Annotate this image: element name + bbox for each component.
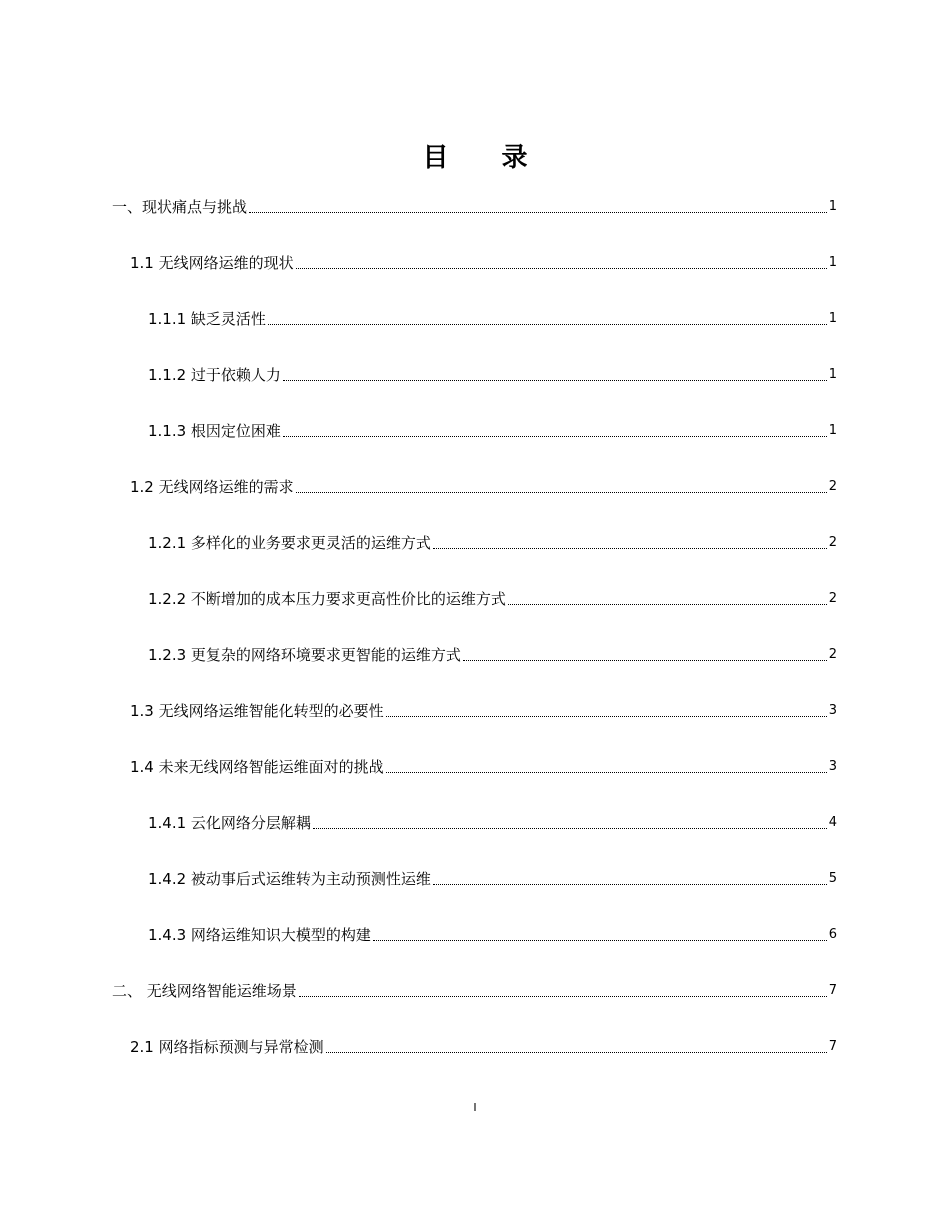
dot-leader xyxy=(463,659,827,661)
toc-entry-page: 3 xyxy=(828,759,837,774)
dot-leader xyxy=(283,435,827,437)
toc-entry-level3[interactable] xyxy=(148,808,837,834)
toc-entry-text: 1.1.1 缺乏灵活性 xyxy=(148,310,266,328)
toc-entry-level2[interactable] xyxy=(130,472,837,498)
toc-title: 目 录 xyxy=(422,143,550,173)
toc-entry-text: 1.4.2 被动事后式运维转为主动预测性运维 xyxy=(148,870,431,888)
dot-leader xyxy=(313,827,827,829)
toc-entry-page: 3 xyxy=(828,703,837,718)
toc-entry-text: 1.2 无线网络运维的需求 xyxy=(130,478,294,496)
toc-entry-level3[interactable] xyxy=(148,640,837,666)
dot-leader xyxy=(386,771,827,773)
dot-leader xyxy=(299,995,827,997)
dot-leader xyxy=(326,1051,827,1053)
toc-entry-text: 1.2.2 不断增加的成本压力要求更高性价比的运维方式 xyxy=(148,590,506,608)
toc-entry-page: 2 xyxy=(828,535,837,550)
toc-entry-level1[interactable] xyxy=(112,976,837,1002)
toc-entry-level3[interactable] xyxy=(148,920,837,946)
dot-leader xyxy=(433,547,827,549)
toc-entry-text: 1.1 无线网络运维的现状 xyxy=(130,254,294,272)
toc-entry-page: 7 xyxy=(828,1039,837,1054)
toc-entry-level2[interactable] xyxy=(130,1032,837,1058)
dot-leader xyxy=(283,379,827,381)
toc-entry-level2[interactable] xyxy=(130,696,837,722)
toc-entry-page: 1 xyxy=(828,199,837,214)
dot-leader xyxy=(386,715,827,717)
toc-entry-level3[interactable] xyxy=(148,584,837,610)
toc-entry-text: 2.1 网络指标预测与异常检测 xyxy=(130,1038,324,1056)
toc-entry-level2[interactable] xyxy=(130,248,837,274)
toc-entry-page: 2 xyxy=(828,479,837,494)
toc-entry-page: 6 xyxy=(828,927,837,942)
toc-entry-page: 7 xyxy=(828,983,837,998)
toc-entry-text: 1.4.1 云化网络分层解耦 xyxy=(148,814,311,832)
dot-leader xyxy=(508,603,827,605)
toc-entry-text: 1.1.3 根因定位困难 xyxy=(148,422,281,440)
toc-entry-level3[interactable] xyxy=(148,360,837,386)
toc-entry-page: 2 xyxy=(828,591,837,606)
toc-entry-page: 2 xyxy=(828,647,837,662)
toc-entry-level3[interactable] xyxy=(148,416,837,442)
toc-entry-text: 1.4.3 网络运维知识大模型的构建 xyxy=(148,926,371,944)
toc-entry-text: 1.2.1 多样化的业务要求更灵活的运维方式 xyxy=(148,534,431,552)
toc-entry-text: 二、 无线网络智能运维场景 xyxy=(112,982,297,1000)
dot-leader xyxy=(249,211,827,213)
toc-entry-level3[interactable] xyxy=(148,864,837,890)
toc-entry-text: 1.3 无线网络运维智能化转型的必要性 xyxy=(130,702,384,720)
toc-entry-text: 1.4 未来无线网络智能运维面对的挑战 xyxy=(130,758,384,776)
dot-leader xyxy=(296,491,827,493)
toc-entry-level3[interactable] xyxy=(148,528,837,554)
toc-entry-page: 1 xyxy=(828,367,837,382)
dot-leader xyxy=(373,939,827,941)
dot-leader xyxy=(433,883,827,885)
toc-entry-text: 1.1.2 过于依赖人力 xyxy=(148,366,281,384)
toc-entry-page: 1 xyxy=(828,423,837,438)
toc-entry-page: 4 xyxy=(828,815,837,830)
toc-entry-page: 1 xyxy=(828,311,837,326)
toc-entry-level1[interactable] xyxy=(112,192,837,218)
toc-entry-text: 1.2.3 更复杂的网络环境要求更智能的运维方式 xyxy=(148,646,461,664)
toc-entry-page: 1 xyxy=(828,255,837,270)
toc-entry-level3[interactable] xyxy=(148,304,837,330)
dot-leader xyxy=(296,267,827,269)
dot-leader xyxy=(268,323,827,325)
toc-entry-text: 一、现状痛点与挑战 xyxy=(112,198,248,216)
page-number: I xyxy=(473,1101,477,1114)
toc-entry-page: 5 xyxy=(828,871,837,886)
toc-entry-level2[interactable] xyxy=(130,752,837,778)
